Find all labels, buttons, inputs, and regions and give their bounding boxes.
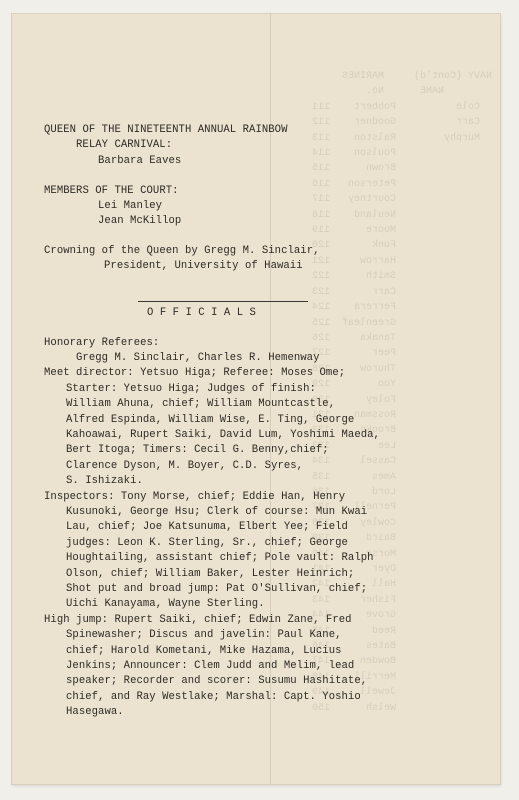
- body-line-1: Honorary Referees:: [44, 337, 160, 349]
- body-line-2: Gregg M. Sinclair, Charles R. Hemenway: [76, 352, 320, 364]
- crowning-line-2: President, University of Hawaii: [104, 260, 303, 272]
- body-line-12: Kusunoki, George Hsu; Clerk of course: Mun Kwai: [66, 506, 368, 518]
- body-line-25: Hasegawa.: [66, 706, 124, 718]
- body-line-17: Shot put and broad jump: Pat O'Sullivan, chief;: [66, 583, 368, 595]
- body-line-22: Jenkins; Announcer: Clem Judd and Melim, lead: [66, 660, 355, 672]
- body-line-3: Meet director: Yetsuo Higa; Referee: Moses Ome;: [44, 367, 346, 379]
- queen-heading-line-1: QUEEN OF THE NINETEENTH ANNUAL RAINBOW: [44, 124, 288, 136]
- body-line-8: Bert Itoga; Timers: Cecil G. Benny,chief;: [66, 444, 329, 456]
- body-line-19: High jump: Rupert Saiki, chief; Edwin Zane, Fred: [44, 614, 352, 626]
- body-line-5: William Ahuna, chief; William Mountcastle,: [66, 398, 336, 410]
- body-line-23: speaker; Recorder and scorer: Susumu Hashitate,: [66, 675, 368, 687]
- body-line-20: Spinewasher; Discus and javelin: Paul Kane,: [66, 629, 342, 641]
- crowning-line-1: Crowning of the Queen by Gregg M. Sinclair,: [44, 245, 320, 257]
- queen-name: Barbara Eaves: [98, 155, 182, 167]
- body-line-13: Lau, chief; Joe Katsunuma, Elbert Yee; Field: [66, 521, 348, 533]
- body-line-18: Uichi Kanayama, Wayne Sterling.: [66, 598, 265, 610]
- officials-heading: O F F I C I A L S: [147, 307, 256, 319]
- typed-text-block: [12, 14, 500, 784]
- body-line-9: Clarence Dyson, M. Boyer, C.D. Syres,: [66, 460, 304, 472]
- court-member-2: Jean McKillop: [98, 215, 182, 227]
- body-line-10: S. Ishizaki.: [66, 475, 143, 487]
- section-divider: [138, 301, 308, 302]
- body-line-11: Inspectors: Tony Morse, chief; Eddie Han, Henry: [44, 491, 346, 503]
- body-line-7: Kahoawai, Rupert Saiki, David Lum, Yoshimi Maeda,: [66, 429, 380, 441]
- body-line-24: chief, and Ray Westlake; Marshal: Capt. Yoshio: [66, 691, 361, 703]
- bleed-through-texture: NAVY (Cont'd) MARINES NAME No. Cole Pobbert 111 Carr Goodner 112 Murphy Ralston 113 Poulson 114 Brown 115 Peterson 116 Courtney 117 Neuland 118 Moore 119 Funk 120 Harrow 121 Smith 122 Carr 123 Ferrera 124 Greenleaf 125 Tanaka 126 Peer 127 Thurow 128 Yoo 129 Foley 130 Rossman 131 Brooks 132 Lee 133 Cassel 134 Ames 135 Lord 136 Pernell 137 Cowley 138 Baird 139 Morse 140 Dyer 141 Hall 142 Fisher 143 Grove 144 Reed 145 Bates 146 Bowden 147 Merrill 148 Jewell 149 Welsh 150: [311, 71, 492, 714]
- document-page: [12, 14, 500, 784]
- body-line-15: Houghtailing, assistant chief; Pole vault: Ralph: [66, 552, 374, 564]
- body-line-21: chief; Harold Kometani, Mike Hazama, Lucius: [66, 645, 342, 657]
- body-line-16: Olson, chief; William Baker, Lester Heinrich;: [66, 568, 355, 580]
- court-member-1: Lei Manley: [98, 200, 163, 212]
- court-heading: MEMBERS OF THE COURT:: [44, 185, 179, 197]
- body-line-14: judges: Leon K. Sterling, Sr., chief; George: [66, 537, 348, 549]
- queen-heading-line-2: RELAY CARNIVAL:: [76, 139, 173, 151]
- body-line-4: Starter: Yetsuo Higa; Judges of finish:: [66, 383, 316, 395]
- body-line-6: Alfred Espinda, William Wise, E. Ting, George: [66, 414, 355, 426]
